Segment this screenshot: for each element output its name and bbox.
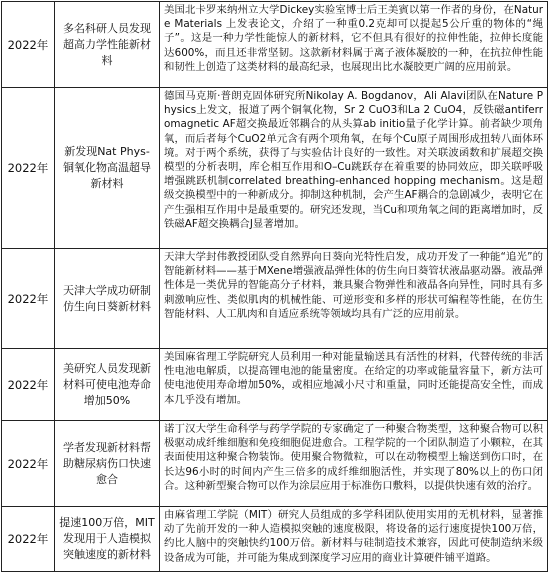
table-row — [2, 507, 547, 571]
table-row — [2, 421, 547, 507]
title-cell: 提速100万倍，MIT发现用于人造模拟突触速度的新材料 — [55, 507, 160, 571]
description-cell: 美国麻省理工学院研究人员利用一种对能量输送具有活性的材料，代替传统的非活性电池电解质，以提高锂电池的能量密度。在给定的功率或能量容量下，新方法可使电池使用寿命增加50%，或相应地减小尺寸和重量，同时还能提高安全性，而成本几乎没有增加。 — [164, 351, 543, 406]
title-cell: 天津大学成功研制仿生向日葵新材料 — [55, 249, 160, 348]
table-row — [2, 2, 547, 88]
year-cell: 2022年 — [2, 249, 55, 348]
description-cell: 美国北卡罗来纳州立大学Dickey实验室博士后王美賓以第一作者的身份，在Nature Materials 上发表论文，介绍了一种重0.2克却可以提起5公斤重的物体的“绳子”。这是一种力学性能惊人的新材料，它不但具有很好的拉伸性能，拉伸长度能达600%，而且还非常坚韧。这款新材料属于离子液体凝胶的一种，在抗拉伸性能和韧性上创造了这类材料的最高纪录，也展现出比水凝胶更广阔的应用前景。 — [164, 4, 543, 73]
table-row — [2, 349, 547, 421]
year-cell: 2022年 — [2, 507, 55, 571]
materials-table — [1, 1, 548, 572]
year-cell: 2022年 — [2, 2, 55, 87]
year-cell: 2022年 — [2, 88, 55, 248]
description-cell: 天津大学封伟教授团队受自然界向日葵向光特性启发，成功开发了一种能“追光”的智能新材料——基于MXene增强液晶弹性体的仿生向日葵管状液晶驱动器。液晶弹性体是一类优异的智能高分子材料，兼具聚合物弹性和液晶各向异性，同时具有多刺激响应性、类似肌肉的机械性能、可逆形变和多样的形状可编程等性能，在仿生智能材料、人工肌肉和自适应系统等领域均具有广泛的应用前景。 — [164, 251, 543, 320]
title-cell: 多名科研人员发现超高力学性能新材料 — [55, 2, 160, 87]
title-cell: 新发现Nat Phys-铜氧化物高温超导新材料 — [55, 88, 160, 248]
description-cell: 诺丁汉大学生命科学与药学学院的专家确定了一种聚合物类型，这种聚合物可以积极驱动成纤维细胞和免疫细胞促进愈合。工程学院的一个团队制造了小颗粒，在其表面使用这种聚合物装饰。使用聚合物微粒，可以在动物模型上输送到伤口时，在长达96小时的时间内产生三倍多的成纤维细胞活性，并实现了80%以上的伤口闭合。这种新型聚合物可以作为涂层应用于标准伤口敷料，以提供快速有效的治疗。 — [164, 423, 543, 492]
table-row — [2, 88, 547, 249]
title-cell: 学者发现新材料帮助糖尿病伤口快速愈合 — [55, 421, 160, 506]
year-cell: 2022年 — [2, 349, 55, 420]
year-cell: 2022年 — [2, 421, 55, 506]
title-cell: 美研究人员发现新材料可使电池寿命增加50% — [55, 349, 160, 420]
table-row — [2, 249, 547, 349]
description-cell: 由麻省理工学院（MIT）研究人员组成的多学科团队使用实用的无机材料，显著推动了先前开发的一种人造模拟突触的速度极限，将设备的运行速度提快100万倍，约比人脑中的突触快约100万倍。新材料与硅制造技术兼容，因此可使制造纳米级设备成为可能，并可能为集成到深度学习应用的商业计算硬件铺平道路。 — [164, 509, 543, 564]
description-cell: 德国马克斯·普朗克固体研究所Nikolay A. Bogdanov，Ali Alavi团队在Nature Physics上发文，报道了两个铜氧化物，Sr 2 CuO3和La 2 CuO4，反铁磁antiferromagnetic AF超交换最近邻耦合的从头算ab initio量子化学计算。前者缺少项角氧，而后者每个CuO2单元含有两个项角氧，在每个Cu原子周围形成扭转八面体环境。对于两个系统，获得了与实验估计良好的一致性。对关联波函数和扩展超交换模型的分析表明，库仑相互作用和O–Cu跳跃存在着重要的协同效应，即关联呼吸增强跳跃机制correlated breathing-enhanced hopping mechanism。这是超级交换模型中的一种新成分。抑制这种机制，会产生AF耦合的急剧减少，表明它在产生强相互作用中是最重要的。研究还发现，当Cu和项角氧之间的距离增加时，反铁磁AF超交换耦合J显著增加。 — [164, 90, 543, 230]
